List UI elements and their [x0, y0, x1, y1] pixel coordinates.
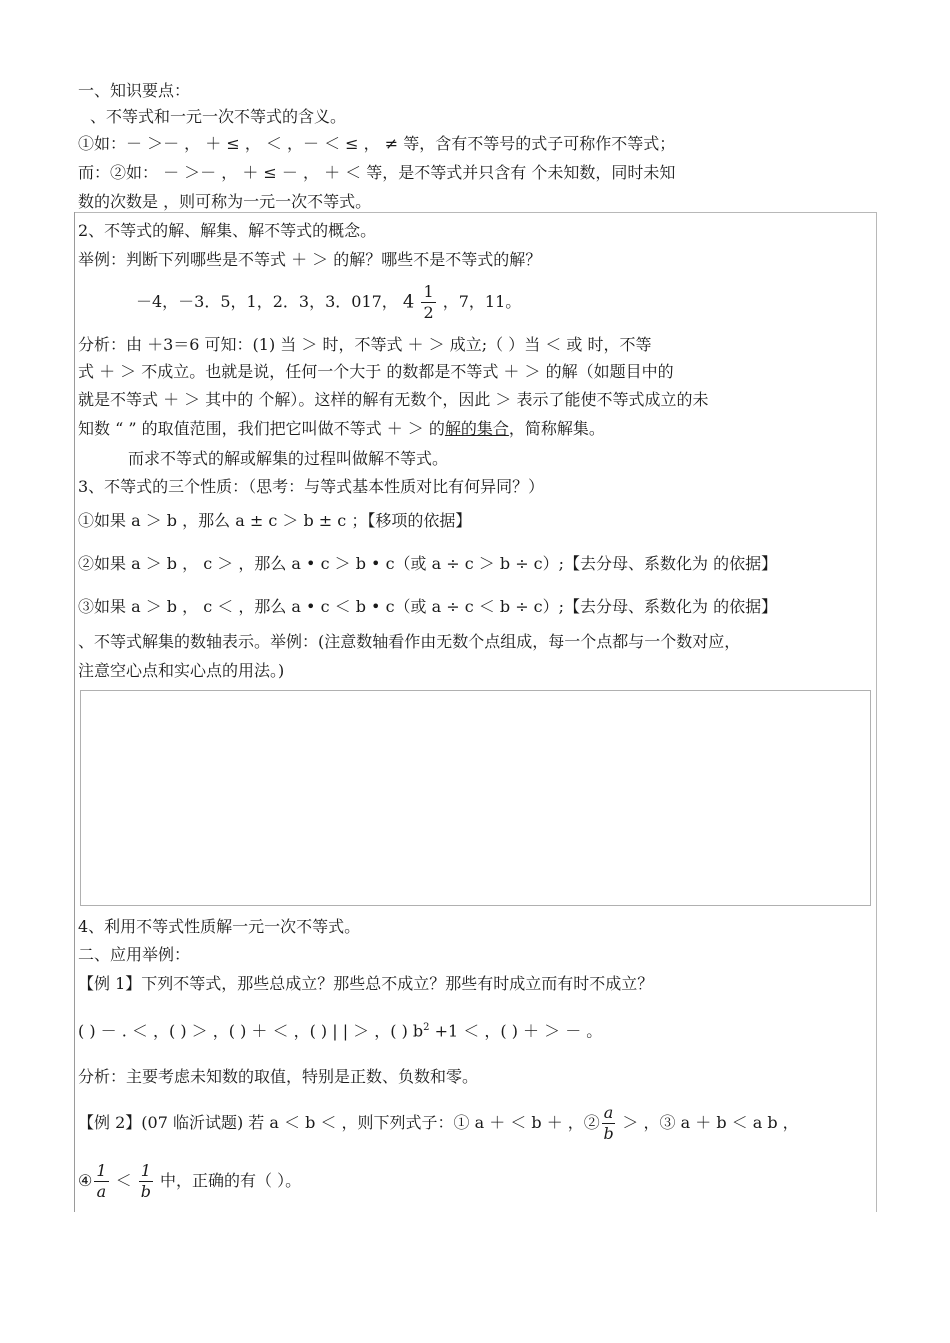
- numberline-line1: 、不等式解集的数轴表示。举例：(注意数轴看作由无数个点组成，每一个点都与一个数对应，: [78, 632, 741, 651]
- fraction-a-over-b: [602, 1103, 616, 1144]
- example1-analysis: 分析：主要考虑未知数的取值，特别是正数、负数和零。: [78, 1067, 479, 1086]
- item2-title: 2、不等式的解、解集、解不等式的概念。: [78, 221, 377, 240]
- mixed-denominator: 2: [423, 303, 434, 322]
- example1-items-a: ( ) － . ＜ ，( ) ＞ ，( ) ＋ ＜ ，( ) | | ＞ ，( ) b: [78, 1021, 424, 1041]
- mixed-whole: 4: [402, 291, 415, 313]
- solution-set-term: 解的集合: [444, 419, 509, 438]
- table-right-border: [876, 212, 877, 1212]
- example1-title: 【例 1】下列不等式，那些总成立？那些总不成立？那些有时成立而有时不成立？: [78, 974, 654, 993]
- fraction-denominator: b: [603, 1124, 614, 1143]
- item1-line3: 数的次数是 ，则可称为一元一次不等式。: [78, 192, 372, 211]
- section1-heading: 一、知识要点：: [78, 81, 191, 100]
- mixed-numerator: 1: [423, 282, 434, 301]
- less-than-sign: ＜: [110, 1171, 137, 1190]
- example2-title-b: ＞ ，③ a ＋ b ＜ a b ，: [617, 1113, 799, 1132]
- item2-values-a: －4，－3．5，1，2．3，3．017，: [136, 292, 398, 311]
- item3-title: 3、不等式的三个性质：（思考：与等式基本性质对比有何异同？）: [78, 477, 545, 496]
- item2-values-b: ，7，11。: [442, 292, 522, 311]
- item4-title: 4、利用不等式性质解一元一次不等式。: [78, 917, 361, 936]
- property-1: ①如果 a ＞ b ，那么 a ± c ＞ b ± c ；【移项的依据】: [78, 511, 472, 530]
- example1-items: [78, 1017, 602, 1042]
- item2-example: 举例：判断下列哪些是不等式 ＋ ＞ 的解？哪些不是不等式的解？: [78, 250, 542, 269]
- example2-line2: [78, 1158, 301, 1204]
- analysis-line4-b: ，简称解集。: [508, 419, 605, 438]
- analysis-line4-a: 知数 “ ” 的取值范围，我们把它叫做不等式 ＋ ＞ 的: [78, 419, 445, 438]
- example2-line2-a: ④: [78, 1171, 93, 1190]
- example2-title: [78, 1100, 799, 1146]
- item1-line2: 而：②如： － ＞－ ， ＋ ≤ － ， ＋ ＜ 等，是不等式并只含有 个未知数，同时未知: [78, 163, 676, 182]
- solve-note: 而求不等式的解或解集的过程叫做解不等式。: [128, 449, 449, 468]
- fraction-one-over-a: [94, 1161, 108, 1202]
- example2-line2-b: 中，正确的有（ ）。: [154, 1171, 302, 1190]
- analysis-line1: 分析：由 ＋3＝6 可知：(1) 当 ＞ 时，不等式 ＋ ＞ 成立;（ ）当 ＜ 或 时，不等: [78, 335, 652, 354]
- item2-values: [136, 282, 521, 323]
- section2-heading: 二、应用举例：: [78, 945, 191, 964]
- table-left-border: [74, 212, 75, 1212]
- mixed-fraction: [421, 282, 435, 323]
- fraction-denominator: a: [96, 1182, 107, 1201]
- example2-title-a: 【例 2】(07 临沂试题) 若 a ＜ b ＜ ，则下列式子：① a ＋ ＜ b ＋ ，②: [78, 1113, 600, 1132]
- fraction-numerator: 1: [140, 1161, 151, 1180]
- property-2: ②如果 a ＞ b ， c ＞ ，那么 a • c ＞ b • c（或 a ÷ c ＞ b ÷ c）;【去分母、系数化为 的依据】: [78, 554, 778, 573]
- fraction-numerator: a: [603, 1103, 614, 1122]
- item1-line1: ①如：－ ＞－ ， ＋ ≤ ， ＜ ，－ ＜ ≤ ， ≠ 等，含有不等号的式子可称作不等式；: [78, 134, 676, 153]
- example1-exponent: 2: [423, 1022, 430, 1033]
- item1-title: 、不等式和一元一次不等式的含义。: [90, 107, 347, 126]
- property-3: ③如果 a ＞ b ， c ＜ ，那么 a • c ＜ b • c（或 a ÷ c ＜ b ÷ c）;【去分母、系数化为 的依据】: [78, 597, 778, 616]
- analysis-line2: 式 ＋ ＞ 不成立。也就是说，任何一个大于 的数都是不等式 ＋ ＞ 的解（如题目中的: [78, 362, 674, 381]
- example1-items-b: +1 ＜ ，( ) ＋ ＞ － 。: [429, 1021, 603, 1041]
- analysis-line4: [78, 418, 605, 440]
- fraction-one-over-b: [139, 1161, 153, 1202]
- number-line-figure-area: [80, 690, 871, 906]
- fraction-denominator: b: [140, 1182, 151, 1201]
- mixed-number: [403, 282, 438, 323]
- analysis-line3: 就是不等式 ＋ ＞ 其中的 个解）。这样的解有无数个，因此 ＞ 表示了能使不等式成立的未: [78, 390, 709, 409]
- fraction-numerator: 1: [96, 1161, 107, 1180]
- numberline-line2: 注意空心点和实心点的用法。): [78, 661, 285, 680]
